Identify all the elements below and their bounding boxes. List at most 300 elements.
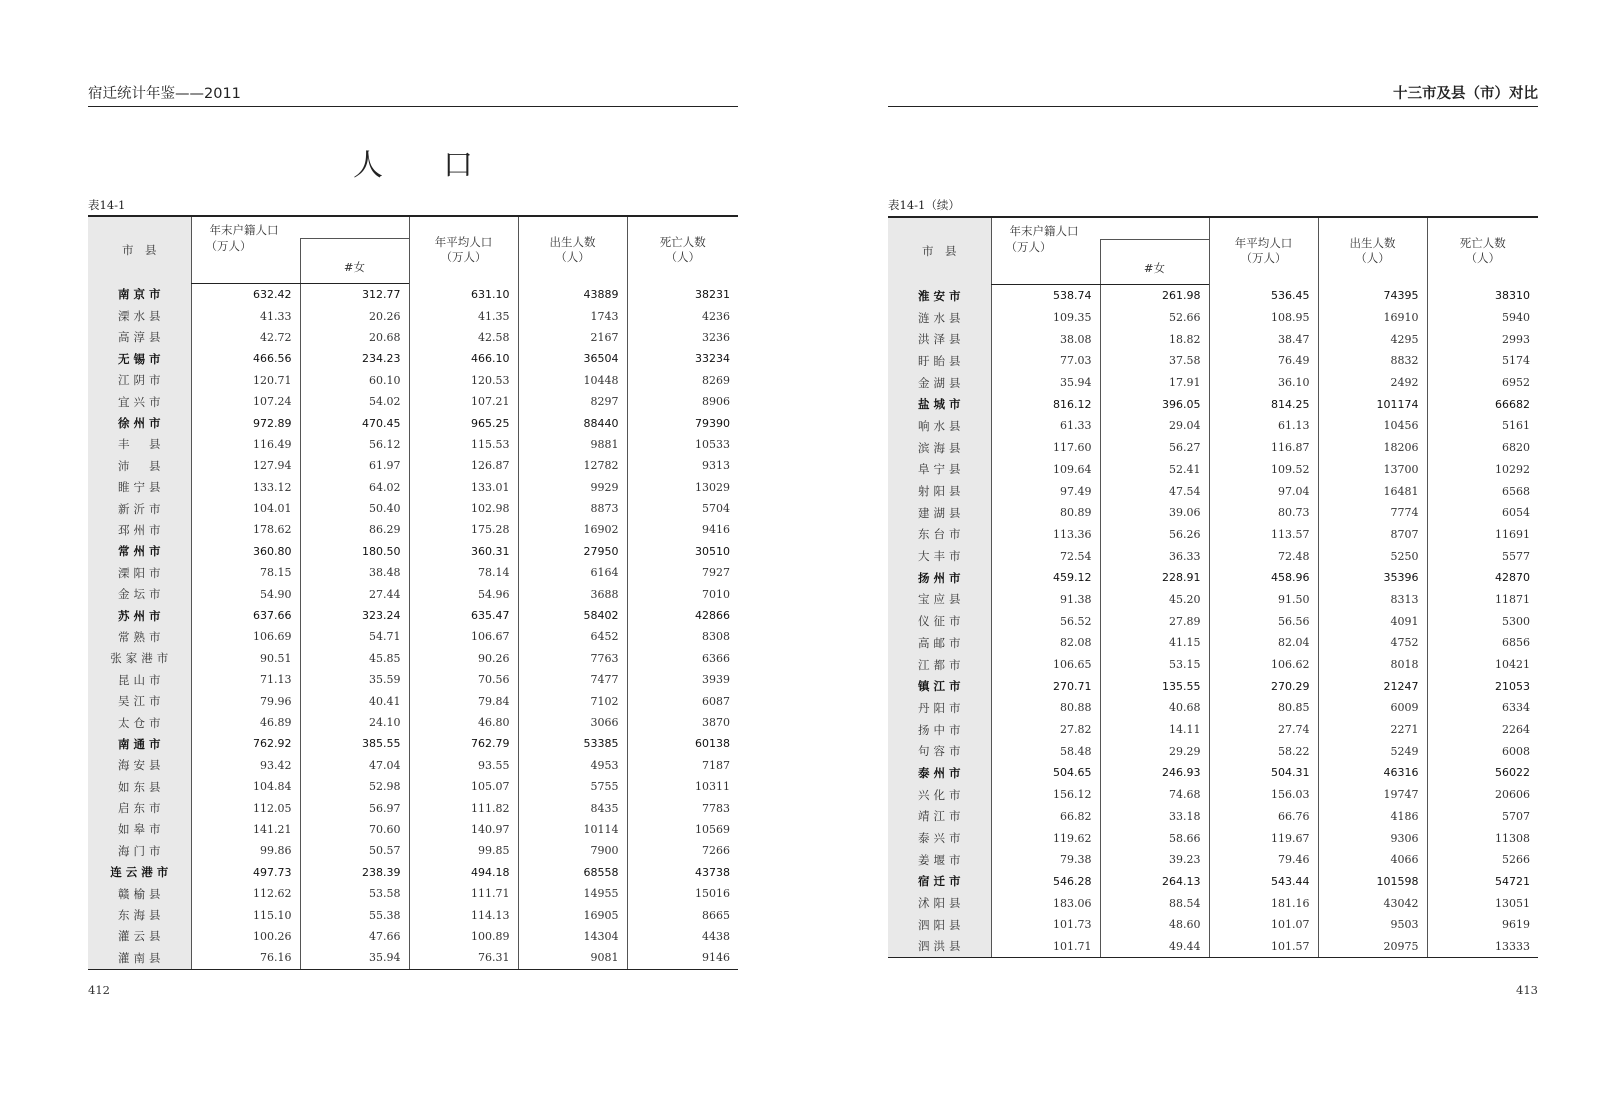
avg-pop-cell: 270.29 — [1209, 675, 1318, 697]
table-row — [88, 519, 738, 540]
col-header-avg-pop-unit: （万人） — [1240, 251, 1287, 266]
region-name-cell: 盐城市 — [888, 393, 991, 415]
col-header-deaths-label: 死亡人数 — [659, 235, 706, 250]
female-pop-cell: 27.89 — [1100, 610, 1209, 632]
population-table — [88, 215, 738, 970]
female-pop-cell: 74.68 — [1100, 784, 1209, 806]
region-name-cell: 宿迁市 — [888, 871, 991, 893]
table-row — [88, 434, 738, 455]
births-cell: 13700 — [1318, 459, 1427, 481]
col-header-avg-pop-unit: （万人） — [440, 250, 487, 265]
births-cell: 6009 — [1318, 697, 1427, 719]
avg-pop-cell: 106.67 — [409, 626, 518, 647]
avg-pop-cell: 82.04 — [1209, 632, 1318, 654]
avg-pop-cell: 635.47 — [409, 605, 518, 626]
table-row — [88, 776, 738, 797]
avg-pop-cell: 113.57 — [1209, 524, 1318, 546]
region-name-cell: 灌云县 — [88, 926, 191, 947]
births-cell: 88440 — [518, 412, 627, 433]
deaths-cell: 3236 — [627, 327, 738, 348]
female-pop-cell: 264.13 — [1100, 871, 1209, 893]
region-name-cell: 高淳县 — [88, 327, 191, 348]
births-cell: 7774 — [1318, 502, 1427, 524]
female-pop-cell: 53.58 — [300, 883, 409, 904]
region-name-cell: 金湖县 — [888, 372, 991, 394]
region-name-cell: 高邮市 — [888, 632, 991, 654]
deaths-cell: 38231 — [627, 284, 738, 306]
col-header-births — [1318, 217, 1427, 285]
avg-pop-cell: 105.07 — [409, 776, 518, 797]
region-name-cell: 江都市 — [888, 654, 991, 676]
region-name-cell: 淮安市 — [888, 285, 991, 307]
births-cell: 21247 — [1318, 675, 1427, 697]
female-pop-cell: 56.12 — [300, 434, 409, 455]
col-header-births-label: 出生人数 — [1349, 236, 1396, 251]
births-cell: 5250 — [1318, 545, 1427, 567]
table-row — [888, 307, 1538, 329]
region-name-cell: 南通市 — [88, 733, 191, 754]
deaths-cell: 7266 — [627, 840, 738, 861]
avg-pop-cell: 494.18 — [409, 862, 518, 883]
avg-pop-cell: 56.56 — [1209, 610, 1318, 632]
avg-pop-cell: 102.98 — [409, 498, 518, 519]
region-name-cell: 洪泽县 — [888, 328, 991, 350]
table-row — [88, 455, 738, 476]
female-pop-cell: 45.20 — [1100, 589, 1209, 611]
registered-pop-cell: 38.08 — [991, 328, 1100, 350]
registered-pop-cell: 72.54 — [991, 545, 1100, 567]
registered-pop-cell: 58.48 — [991, 740, 1100, 762]
births-cell: 68558 — [518, 862, 627, 883]
female-pop-cell: 29.04 — [1100, 415, 1209, 437]
table-row — [888, 393, 1538, 415]
deaths-cell: 79390 — [627, 412, 738, 433]
deaths-cell: 7783 — [627, 797, 738, 818]
registered-pop-cell: 120.71 — [191, 370, 300, 391]
female-pop-cell: 56.27 — [1100, 437, 1209, 459]
births-cell: 14304 — [518, 926, 627, 947]
births-cell: 4953 — [518, 755, 627, 776]
births-cell: 46316 — [1318, 762, 1427, 784]
deaths-cell: 5704 — [627, 498, 738, 519]
table-row — [88, 626, 738, 647]
deaths-cell: 10533 — [627, 434, 738, 455]
registered-pop-cell: 112.05 — [191, 797, 300, 818]
running-head — [888, 84, 1538, 107]
registered-pop-cell: 35.94 — [991, 372, 1100, 394]
births-cell: 2167 — [518, 327, 627, 348]
avg-pop-cell: 78.14 — [409, 562, 518, 583]
deaths-cell: 10292 — [1427, 459, 1538, 481]
avg-pop-cell: 27.74 — [1209, 719, 1318, 741]
region-name-cell: 姜堰市 — [888, 849, 991, 871]
births-cell: 16910 — [1318, 307, 1427, 329]
col-header-female-label: #女 — [343, 260, 366, 274]
avg-pop-cell: 54.96 — [409, 583, 518, 604]
avg-pop-cell: 181.16 — [1209, 892, 1318, 914]
female-pop-cell: 41.15 — [1100, 632, 1209, 654]
table-body — [888, 285, 1538, 958]
female-pop-cell: 38.48 — [300, 562, 409, 583]
avg-pop-cell: 91.50 — [1209, 589, 1318, 611]
population-table-wrap — [88, 215, 738, 970]
col-header-registered-pop — [191, 216, 409, 239]
births-cell: 9929 — [518, 477, 627, 498]
table-row — [88, 883, 738, 904]
female-pop-cell: 86.29 — [300, 519, 409, 540]
table-label: 表14-1（续） — [888, 198, 960, 212]
registered-pop-cell: 116.49 — [191, 434, 300, 455]
deaths-cell: 9416 — [627, 519, 738, 540]
table-row — [888, 675, 1538, 697]
registered-pop-cell: 109.35 — [991, 307, 1100, 329]
births-cell: 16481 — [1318, 480, 1427, 502]
table-row — [88, 904, 738, 925]
table-row — [888, 285, 1538, 307]
region-name-cell: 丰 县 — [88, 434, 191, 455]
avg-pop-cell: 504.31 — [1209, 762, 1318, 784]
page-number: 412 — [88, 983, 110, 997]
avg-pop-cell: 76.49 — [1209, 350, 1318, 372]
col-header-births — [518, 216, 627, 284]
female-pop-cell: 54.71 — [300, 626, 409, 647]
female-pop-cell: 238.39 — [300, 862, 409, 883]
deaths-cell: 13051 — [1427, 892, 1538, 914]
avg-pop-cell: 93.55 — [409, 755, 518, 776]
deaths-cell: 10421 — [1427, 654, 1538, 676]
births-cell: 20975 — [1318, 936, 1427, 958]
female-pop-cell: 323.24 — [300, 605, 409, 626]
avg-pop-cell: 41.35 — [409, 305, 518, 326]
deaths-cell: 11871 — [1427, 589, 1538, 611]
region-name-cell: 泰州市 — [888, 762, 991, 784]
col-header-deaths — [1427, 217, 1538, 285]
region-name-cell: 如皋市 — [88, 819, 191, 840]
deaths-cell: 60138 — [627, 733, 738, 754]
table-row — [88, 733, 738, 754]
deaths-cell: 13029 — [627, 477, 738, 498]
table-row — [888, 610, 1538, 632]
table-row — [888, 892, 1538, 914]
female-pop-cell: 47.54 — [1100, 480, 1209, 502]
deaths-cell: 33234 — [627, 348, 738, 369]
avg-pop-cell: 97.04 — [1209, 480, 1318, 502]
deaths-cell: 7927 — [627, 562, 738, 583]
avg-pop-cell: 70.56 — [409, 669, 518, 690]
births-cell: 43042 — [1318, 892, 1427, 914]
female-pop-cell: 56.26 — [1100, 524, 1209, 546]
right-page — [888, 0, 1538, 1099]
avg-pop-cell: 543.44 — [1209, 871, 1318, 893]
table-row — [88, 370, 738, 391]
deaths-cell: 6008 — [1427, 740, 1538, 762]
births-cell: 18206 — [1318, 437, 1427, 459]
avg-pop-cell: 46.80 — [409, 712, 518, 733]
region-name-cell: 泗阳县 — [888, 914, 991, 936]
births-cell: 2492 — [1318, 372, 1427, 394]
deaths-cell: 42870 — [1427, 567, 1538, 589]
population-table-continued — [888, 216, 1538, 958]
female-pop-cell: 52.66 — [1100, 307, 1209, 329]
avg-pop-cell: 631.10 — [409, 284, 518, 306]
table-row — [88, 541, 738, 562]
table-row — [88, 840, 738, 861]
table-header — [88, 216, 738, 284]
registered-pop-cell: 27.82 — [991, 719, 1100, 741]
region-name-cell: 江阴市 — [88, 370, 191, 391]
region-name-cell: 赣榆县 — [88, 883, 191, 904]
registered-pop-cell: 109.64 — [991, 459, 1100, 481]
female-pop-cell: 50.40 — [300, 498, 409, 519]
region-name-cell: 张家港市 — [88, 648, 191, 669]
female-pop-cell: 14.11 — [1100, 719, 1209, 741]
avg-pop-cell: 108.95 — [1209, 307, 1318, 329]
registered-pop-cell: 538.74 — [991, 285, 1100, 307]
avg-pop-cell: 100.89 — [409, 926, 518, 947]
registered-pop-cell: 107.24 — [191, 391, 300, 412]
female-pop-cell: 49.44 — [1100, 936, 1209, 958]
registered-pop-cell: 497.73 — [191, 862, 300, 883]
region-name-cell: 射阳县 — [888, 480, 991, 502]
table-row — [888, 719, 1538, 741]
col-header-registered-pop-unit: （万人） — [205, 238, 252, 253]
registered-pop-cell: 106.65 — [991, 654, 1100, 676]
table-row — [888, 697, 1538, 719]
female-pop-cell: 135.55 — [1100, 675, 1209, 697]
deaths-cell: 21053 — [1427, 675, 1538, 697]
deaths-cell: 5266 — [1427, 849, 1538, 871]
col-header-registered-pop-label: 年末户籍人口 — [1009, 224, 1079, 238]
avg-pop-cell: 156.03 — [1209, 784, 1318, 806]
registered-pop-cell: 56.52 — [991, 610, 1100, 632]
region-name-cell: 徐州市 — [88, 412, 191, 433]
region-name-cell: 常州市 — [88, 541, 191, 562]
registered-pop-cell: 115.10 — [191, 904, 300, 925]
births-cell: 7102 — [518, 690, 627, 711]
registered-pop-cell: 183.06 — [991, 892, 1100, 914]
registered-pop-cell: 459.12 — [991, 567, 1100, 589]
registered-pop-cell: 141.21 — [191, 819, 300, 840]
region-name-cell: 扬中市 — [888, 719, 991, 741]
female-pop-cell: 55.38 — [300, 904, 409, 925]
births-cell: 58402 — [518, 605, 627, 626]
female-pop-cell: 39.06 — [1100, 502, 1209, 524]
female-pop-cell: 48.60 — [1100, 914, 1209, 936]
births-cell: 6164 — [518, 562, 627, 583]
table-row — [888, 632, 1538, 654]
region-name-cell: 海安县 — [88, 755, 191, 776]
col-header-registered-pop-label: 年末户籍人口 — [209, 223, 279, 237]
deaths-cell: 2264 — [1427, 719, 1538, 741]
registered-pop-cell: 637.66 — [191, 605, 300, 626]
births-cell: 7900 — [518, 840, 627, 861]
table-row — [88, 947, 738, 969]
table-row — [888, 415, 1538, 437]
registered-pop-cell: 117.60 — [991, 437, 1100, 459]
avg-pop-cell: 80.73 — [1209, 502, 1318, 524]
births-cell: 8297 — [518, 391, 627, 412]
registered-pop-cell: 101.73 — [991, 914, 1100, 936]
registered-pop-cell: 80.88 — [991, 697, 1100, 719]
births-cell: 5249 — [1318, 740, 1427, 762]
births-cell: 7477 — [518, 669, 627, 690]
table-row — [88, 284, 738, 306]
deaths-cell: 38310 — [1427, 285, 1538, 307]
table-row — [88, 583, 738, 604]
table-row — [888, 784, 1538, 806]
registered-pop-cell: 54.90 — [191, 583, 300, 604]
births-cell: 5755 — [518, 776, 627, 797]
avg-pop-cell: 107.21 — [409, 391, 518, 412]
region-name-cell: 昆山市 — [88, 669, 191, 690]
female-pop-cell: 24.10 — [300, 712, 409, 733]
region-name-cell: 沛 县 — [88, 455, 191, 476]
registered-pop-cell: 100.26 — [191, 926, 300, 947]
registered-pop-cell: 76.16 — [191, 947, 300, 969]
deaths-cell: 5577 — [1427, 545, 1538, 567]
table-row — [88, 926, 738, 947]
col-header-deaths — [627, 216, 738, 284]
table-row — [88, 605, 738, 626]
deaths-cell: 66682 — [1427, 393, 1538, 415]
region-name-cell: 泰兴市 — [888, 827, 991, 849]
births-cell: 4186 — [1318, 806, 1427, 828]
female-pop-cell: 40.41 — [300, 690, 409, 711]
births-cell: 10114 — [518, 819, 627, 840]
region-name-cell: 阜宁县 — [888, 459, 991, 481]
deaths-cell: 6087 — [627, 690, 738, 711]
region-name-cell: 东台市 — [888, 524, 991, 546]
births-cell: 19747 — [1318, 784, 1427, 806]
registered-pop-cell: 99.86 — [191, 840, 300, 861]
col-header-registered-pop-unit-cell — [191, 239, 300, 284]
deaths-cell: 42866 — [627, 605, 738, 626]
deaths-cell: 11691 — [1427, 524, 1538, 546]
female-pop-cell: 54.02 — [300, 391, 409, 412]
registered-pop-cell: 79.38 — [991, 849, 1100, 871]
registered-pop-cell: 66.82 — [991, 806, 1100, 828]
region-name-cell: 溧阳市 — [88, 562, 191, 583]
births-cell: 8707 — [1318, 524, 1427, 546]
registered-pop-cell: 112.62 — [191, 883, 300, 904]
table-row — [88, 648, 738, 669]
table-row — [888, 871, 1538, 893]
registered-pop-cell: 104.01 — [191, 498, 300, 519]
table-row — [888, 350, 1538, 372]
avg-pop-cell: 114.13 — [409, 904, 518, 925]
region-name-cell: 吴江市 — [88, 690, 191, 711]
region-name-cell: 句容市 — [888, 740, 991, 762]
table-row — [888, 654, 1538, 676]
region-name-cell: 兴化市 — [888, 784, 991, 806]
running-head-text: 宿迁统计年鉴——2011 — [88, 86, 241, 102]
population-table-continued-wrap — [888, 216, 1538, 958]
deaths-cell: 56022 — [1427, 762, 1538, 784]
region-name-cell: 镇江市 — [888, 675, 991, 697]
avg-pop-cell: 175.28 — [409, 519, 518, 540]
deaths-cell: 5300 — [1427, 610, 1538, 632]
region-name-cell: 溧水县 — [88, 305, 191, 326]
female-pop-cell: 385.55 — [300, 733, 409, 754]
births-cell: 36504 — [518, 348, 627, 369]
female-pop-cell: 50.57 — [300, 840, 409, 861]
female-pop-cell: 18.82 — [1100, 328, 1209, 350]
deaths-cell: 8906 — [627, 391, 738, 412]
table-row — [88, 477, 738, 498]
registered-pop-cell: 156.12 — [991, 784, 1100, 806]
region-name-cell: 靖江市 — [888, 806, 991, 828]
deaths-cell: 6820 — [1427, 437, 1538, 459]
region-name-cell: 仪征市 — [888, 610, 991, 632]
births-cell: 16902 — [518, 519, 627, 540]
region-name-cell: 滨海县 — [888, 437, 991, 459]
registered-pop-cell: 504.65 — [991, 762, 1100, 784]
region-name-cell: 邳州市 — [88, 519, 191, 540]
table-row — [888, 936, 1538, 958]
female-pop-cell: 56.97 — [300, 797, 409, 818]
births-cell: 12782 — [518, 455, 627, 476]
deaths-cell: 4236 — [627, 305, 738, 326]
registered-pop-cell: 79.96 — [191, 690, 300, 711]
table-row — [888, 437, 1538, 459]
deaths-cell: 30510 — [627, 541, 738, 562]
avg-pop-cell: 66.76 — [1209, 806, 1318, 828]
table-row — [88, 690, 738, 711]
registered-pop-cell: 97.49 — [991, 480, 1100, 502]
deaths-cell: 43738 — [627, 862, 738, 883]
table-row — [88, 862, 738, 883]
table-row — [88, 348, 738, 369]
registered-pop-cell: 93.42 — [191, 755, 300, 776]
female-pop-cell: 39.23 — [1100, 849, 1209, 871]
births-cell: 101598 — [1318, 871, 1427, 893]
avg-pop-cell: 58.22 — [1209, 740, 1318, 762]
births-cell: 2271 — [1318, 719, 1427, 741]
deaths-cell: 20606 — [1427, 784, 1538, 806]
births-cell: 8832 — [1318, 350, 1427, 372]
col-header-region-label: 市 县 — [922, 244, 957, 259]
col-header-registered-pop — [991, 217, 1209, 240]
births-cell: 10448 — [518, 370, 627, 391]
avg-pop-cell: 106.62 — [1209, 654, 1318, 676]
region-name-cell: 大丰市 — [888, 545, 991, 567]
region-name-cell: 睢宁县 — [88, 477, 191, 498]
births-cell: 74395 — [1318, 285, 1427, 307]
col-header-deaths-unit: （人） — [665, 250, 700, 265]
female-pop-cell: 52.41 — [1100, 459, 1209, 481]
col-header-female — [1100, 240, 1209, 285]
table-row — [888, 459, 1538, 481]
female-pop-cell: 33.18 — [1100, 806, 1209, 828]
region-name-cell: 扬州市 — [888, 567, 991, 589]
registered-pop-cell: 106.69 — [191, 626, 300, 647]
table-row — [88, 797, 738, 818]
female-pop-cell: 58.66 — [1100, 827, 1209, 849]
avg-pop-cell: 61.13 — [1209, 415, 1318, 437]
female-pop-cell: 35.59 — [300, 669, 409, 690]
registered-pop-cell: 270.71 — [991, 675, 1100, 697]
female-pop-cell: 17.91 — [1100, 372, 1209, 394]
col-header-avg-pop-label: 年平均人口 — [434, 235, 493, 250]
deaths-cell: 6334 — [1427, 697, 1538, 719]
avg-pop-cell: 140.97 — [409, 819, 518, 840]
avg-pop-cell: 72.48 — [1209, 545, 1318, 567]
table-row — [88, 562, 738, 583]
deaths-cell: 3939 — [627, 669, 738, 690]
table-row — [888, 502, 1538, 524]
avg-pop-cell: 79.84 — [409, 690, 518, 711]
region-name-cell: 灌南县 — [88, 947, 191, 969]
